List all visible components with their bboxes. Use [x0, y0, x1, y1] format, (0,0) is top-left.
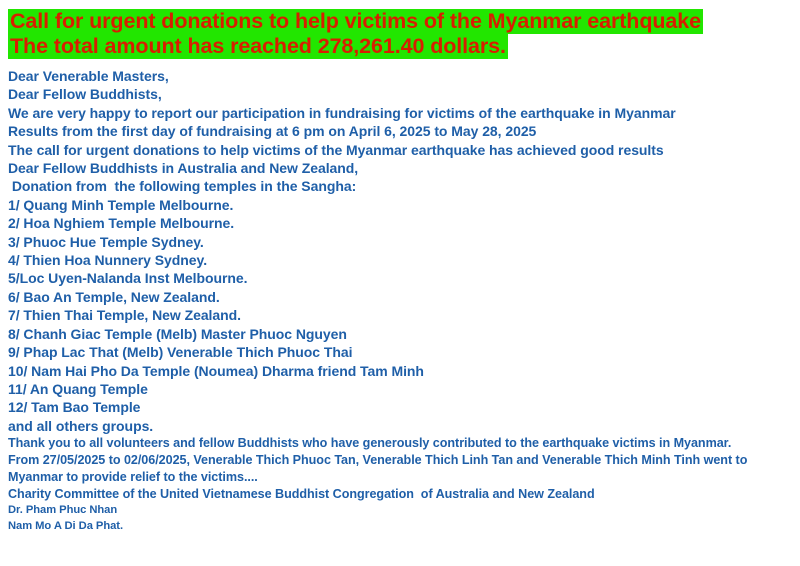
temple-list-item: 8/ Chanh Giac Temple (Melb) Master Phuoc Nguyen	[8, 325, 347, 342]
results-text: Results from the first day of fundraising at 6 pm on April 6, 2025 to May 28, 2025	[8, 123, 537, 140]
temple-list-item: 11/ An Quang Temple	[8, 380, 148, 397]
headline-total-amount: The total amount has reached 278,261.40 dollars.	[10, 34, 506, 58]
greeting-au-nz: Dear Fellow Buddhists in Australia and New Zealand,	[8, 160, 359, 177]
letter-body	[8, 67, 794, 534]
committee-name: Charity Committee of the United Vietnamese Buddhist Congregation of Australia and New Zealand	[8, 487, 595, 502]
temple-list-item: 3/ Phuoc Hue Temple Sydney.	[8, 233, 204, 250]
relief-text: From 27/05/2025 to 02/06/2025, Venerable Thich Phuoc Tan, Venerable Thich Linh Tan and Venerable Thich Minh Tinh went to Myanmar to provide relief to the victims....	[8, 453, 748, 485]
call-text: The call for urgent donations to help victims of the Myanmar earthquake has achieved good results	[8, 141, 664, 158]
temple-list-item: 9/ Phap Lac That (Melb) Venerable Thich Phuoc Thai	[8, 344, 353, 361]
report-text: We are very happy to report our participation in fundraising for victims of the earthquake in Myanmar	[8, 104, 676, 121]
temple-list-item: 7/ Thien Thai Temple, New Zealand.	[8, 307, 241, 324]
signature: Dr. Pham Phuc Nhan	[8, 504, 118, 517]
thanks-text: Thank you to all volunteers and fellow Buddhists who have generously contributed to the earthquake victims in Myanmar.	[8, 436, 732, 451]
greeting-masters: Dear Venerable Masters,	[8, 68, 169, 84]
temple-list-item: 1/ Quang Minh Temple Melbourne.	[8, 196, 234, 213]
others-groups: and all others groups.	[8, 417, 154, 434]
temple-list-item: 6/ Bao An Temple, New Zealand.	[8, 288, 220, 305]
greeting-buddhists: Dear Fellow Buddhists,	[8, 86, 162, 103]
headline-block	[8, 9, 703, 59]
temple-list-item: 12/ Tam Bao Temple	[8, 399, 141, 416]
donation-intro: Donation from the following temples in the Sangha:	[8, 178, 357, 195]
temple-list-item: 10/ Nam Hai Pho Da Temple (Noumea) Dharma friend Tam Minh	[8, 362, 424, 379]
headline-title: Call for urgent donations to help victims of the Myanmar earthquake	[10, 9, 701, 33]
temple-list-item: 2/ Hoa Nghiem Temple Melbourne.	[8, 215, 235, 232]
temple-list-item: 4/ Thien Hoa Nunnery Sydney.	[8, 252, 208, 269]
temple-list	[8, 196, 794, 417]
temple-list-item: 5/Loc Uyen-Nalanda Inst Melbourne.	[8, 270, 248, 287]
closing-text: Nam Mo A Di Da Phat.	[8, 519, 124, 532]
